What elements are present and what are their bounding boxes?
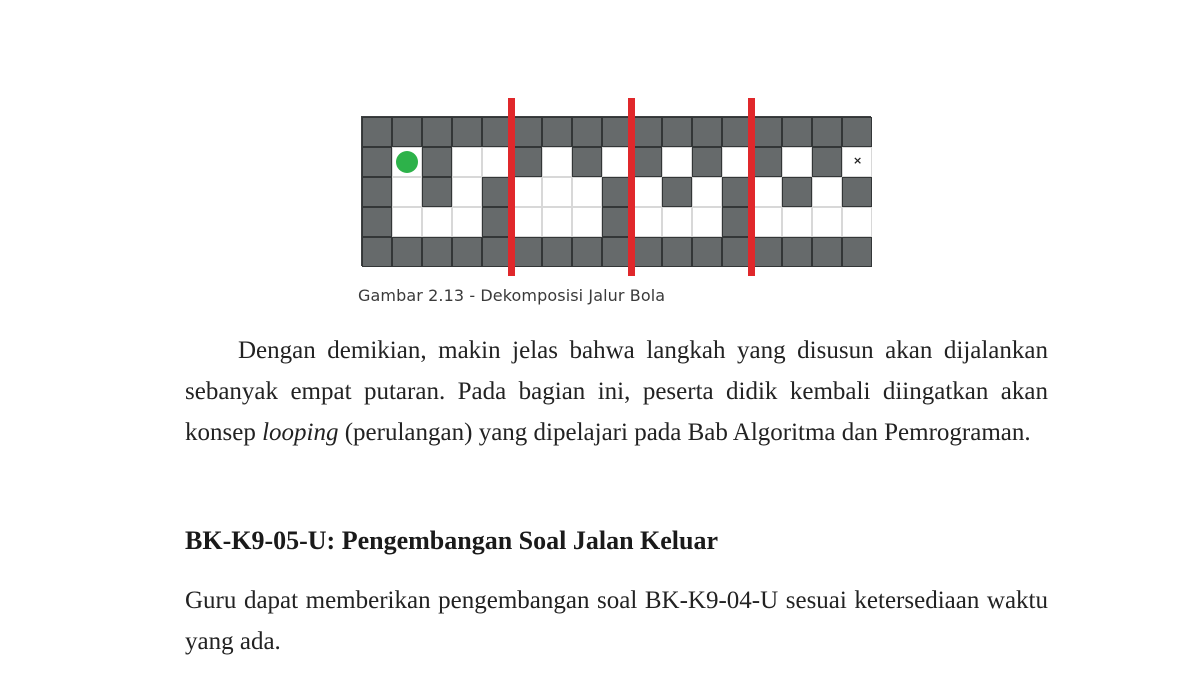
ball-icon [396,151,418,173]
maze-cell [362,237,392,267]
maze-cell [362,177,392,207]
paragraph-text-before: Dengan demikian, makin jelas bahwa langkah yang disusun akan dijalankan sebanyak empat putaran. Pada bagian ini, peserta didik kembali diingatkan akan konsep [185,337,1048,446]
maze-cell [422,117,452,147]
maze-cell [692,207,722,237]
maze-cell [392,177,422,207]
maze-cell [452,117,482,147]
maze-cell [812,177,842,207]
maze-cell [392,237,422,267]
paragraph-body-2: Guru dapat memberikan pengembangan soal BK-K9-04-U sesuai ketersediaan waktu yang ada. [185,587,1048,655]
maze-cell [692,177,722,207]
maze-cell [842,177,872,207]
maze-cell [842,117,872,147]
maze-cell [362,207,392,237]
maze-cell [632,177,662,207]
maze-cell [812,147,842,177]
maze-cell [452,237,482,267]
maze-cell [662,237,692,267]
maze-cell [752,237,782,267]
divider-line [628,98,635,276]
maze-cell [512,117,542,147]
divider-line [748,98,755,276]
maze-cell [362,117,392,147]
figure-caption: Gambar 2.13 - Dekomposisi Jalur Bola [358,286,666,305]
maze-cell [782,177,812,207]
maze-cell [752,117,782,147]
maze-cell [752,207,782,237]
paragraph-body-1 [185,330,1048,453]
maze-cell [422,147,452,177]
maze-cell [542,237,572,267]
maze-cell [542,117,572,147]
maze-cell [752,147,782,177]
maze-cell [692,117,722,147]
paragraph-italic-term: looping [262,419,339,446]
exit-mark-icon: × [853,154,863,167]
maze-cell [452,147,482,177]
maze-cell [632,147,662,177]
maze-cell [512,177,542,207]
maze-cell [752,177,782,207]
maze-cell [782,147,812,177]
maze-cell [662,117,692,147]
maze-cell [572,207,602,237]
maze-cell [812,207,842,237]
maze-cell [812,237,842,267]
maze-figure [361,98,873,276]
maze-cell [452,207,482,237]
maze-cell [782,207,812,237]
section-heading: BK-K9-05-U: Pengembangan Soal Jalan Keluar [185,526,719,555]
maze-cell [422,207,452,237]
maze-cell [662,207,692,237]
maze-cell [842,207,872,237]
maze-cell [692,147,722,177]
maze-cell [512,237,542,267]
maze-cell [842,237,872,267]
maze-cell [572,237,602,267]
maze-cell [392,117,422,147]
maze-cell [452,177,482,207]
maze-cell [662,147,692,177]
maze-cell [542,147,572,177]
maze-cell [662,177,692,207]
maze-cell [572,117,602,147]
maze-cell [542,207,572,237]
maze-cell [572,147,602,177]
maze-cell [512,147,542,177]
maze-cell [422,237,452,267]
maze-cell [512,207,542,237]
maze-cell [632,207,662,237]
maze-cell [782,237,812,267]
paragraph-text-after: (perulangan) yang dipelajari pada Bab Algoritma dan Pemrograman. [338,419,1031,446]
maze-cell [422,177,452,207]
maze-cell [572,177,602,207]
divider-line [508,98,515,276]
maze-cell [692,237,722,267]
maze-cell [542,177,572,207]
maze-grid [361,116,871,266]
maze-cell [632,117,662,147]
maze-cell [632,237,662,267]
maze-cell [392,207,422,237]
maze-cell [362,147,392,177]
maze-cell [812,117,842,147]
maze-cell [782,117,812,147]
